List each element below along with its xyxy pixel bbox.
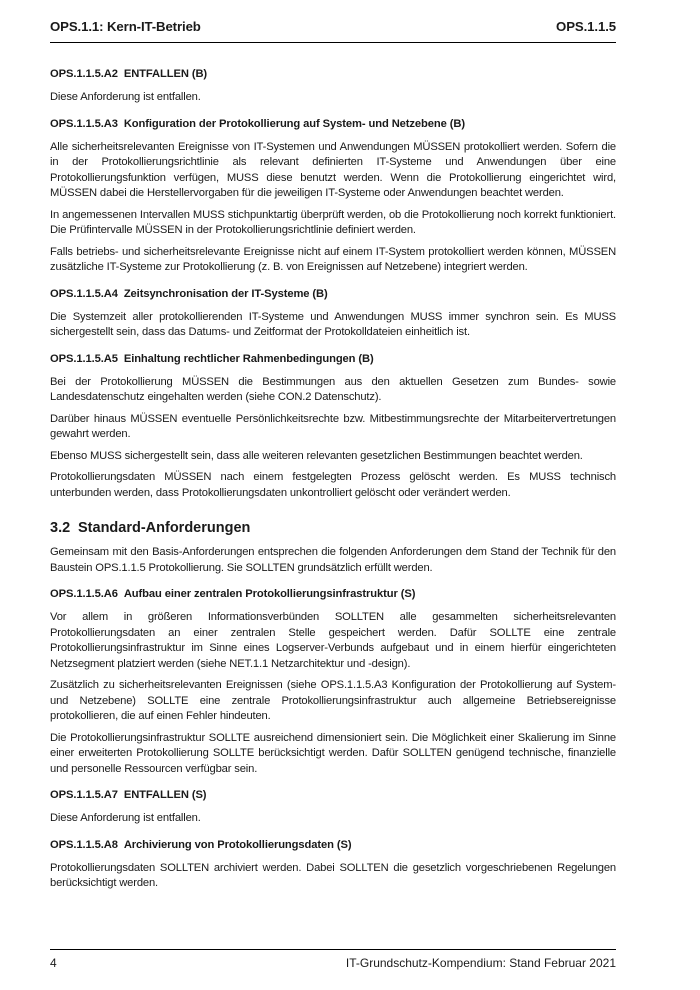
header-chapter-title: OPS.1.1: Kern-IT-Betrieb xyxy=(50,19,201,34)
requirement-heading-a2 xyxy=(50,67,616,82)
paragraph: Die Systemzeit aller protokollierenden IT-Systeme und Anwendungen MUSS immer synchron sein. Es MUSS sichergestellt sein, dass das Datums- und Zeitformat der Protokolldateien einheitlich ist. xyxy=(50,310,616,338)
requirement-code: OPS.1.1.5.A7 xyxy=(50,789,118,801)
paragraph: Zusätzlich zu sicherheitsrelevanten Ereignissen (siehe OPS.1.1.5.A3 Konfiguration der Protokollierung auf System- und Netzebene) SOLLTE eine zentrale Protokollierungsinfrastruktur auch allgemeine Betriebsereignisse protokollieren, die auf einen Fehler hindeuten. xyxy=(50,679,616,722)
requirement-heading-a5 xyxy=(50,352,616,367)
page-number: 4 xyxy=(50,956,57,970)
paragraph: Bei der Protokollierung MÜSSEN die Bestimmungen aus den aktuellen Gesetzen zum Bundes- sowie Landesdatenschutz eingehalten werden (siehe CON.2 Datenschutz). xyxy=(50,375,616,403)
section-intro: Gemeinsam mit den Basis-Anforderungen entsprechen die folgenden Anforderungen dem Stand der Technik für den Baustein OPS.1.1.5 Protokollierung. Sie SOLLTEN grundsätzlich erfüllt werden. xyxy=(50,546,616,574)
paragraph: Die Protokollierungsinfrastruktur SOLLTE ausreichend dimensioniert sein. Die Möglichkeit einer Skalierung im Sinne einer erweiterten Protokollierung SOLLTE berücksichtigt werden. Dafür SOLLTEN genügend technische, finanzielle und personelle Ressourcen verfügbar sein. xyxy=(50,731,616,775)
publication-info: IT-Grundschutz-Kompendium: Stand Februar 2021 xyxy=(345,956,616,970)
requirement-code: OPS.1.1.5.A4 xyxy=(50,287,118,300)
paragraph: Ebenso MUSS sichergestellt sein, dass alle weiteren relevanten gesetzlichen Bestimmungen beachtet werden. xyxy=(50,449,583,462)
footer-divider xyxy=(50,949,616,950)
paragraph: Alle sicherheitsrelevanten Ereignisse von IT-Systemen und Anwendungen MÜSSEN protokolliert werden. Sofern die in der Protokollierungsrichtlinie als relevant definierten IT-Systeme und Anwendungen über eine Protokollierungsfunktion verfügen, MUSS diese benutzt werden. Wenn die Protokollierung eingerichtet wird, MÜSSEN dabei die Herstellervorgaben für die jeweiligen IT-Systeme oder Anwendungen beachtet werden. xyxy=(50,140,616,199)
requirement-heading-a6 xyxy=(50,587,616,602)
requirement-code: OPS.1.1.5.A5 xyxy=(50,352,118,365)
requirement-title: Archivierung von Protokollierungsdaten (S) xyxy=(123,838,352,851)
requirement-title: Einhaltung rechtlicher Rahmenbedingungen (B) xyxy=(123,352,374,365)
requirement-code: OPS.1.1.5.A8 xyxy=(50,838,118,851)
requirement-title: Aufbau einer zentralen Protokollierungsinfrastruktur (S) xyxy=(123,588,416,600)
page-body xyxy=(50,56,616,898)
section-heading-standard xyxy=(50,519,616,537)
requirement-code: OPS.1.1.5.A3 xyxy=(50,117,118,130)
paragraph: In angemessenen Intervallen MUSS stichpunktartig überprüft werden, ob die Protokollierung noch korrekt funktioniert. Die Prüfintervalle MÜSSEN in der Protokollierungsrichtlinie definiert werden. xyxy=(50,208,616,236)
paragraph: Protokollierungsdaten MÜSSEN nach einem festgelegten Prozess gelöscht werden. Es MUSS technisch unterbunden werden, dass Protokollierungsdaten unkontrolliert gelöscht oder verändert werden. xyxy=(50,471,616,499)
paragraph: Falls betriebs- und sicherheitsrelevante Ereignisse nicht auf einem IT-System protokolliert werden können, MÜSSEN zusätzliche IT-Systeme zur Protokollierung (z. B. von Ereignissen auf Netzebene) integriert werden. xyxy=(50,245,616,273)
requirement-title: ENTFALLEN (S) xyxy=(123,789,207,801)
requirement-title: Konfiguration der Protokollierung auf System- und Netzebene (B) xyxy=(123,117,465,130)
requirement-heading-a8 xyxy=(50,838,616,853)
requirement-code: OPS.1.1.5.A2 xyxy=(50,68,118,80)
page-footer xyxy=(50,956,616,970)
requirement-heading-a4 xyxy=(50,287,616,302)
paragraph: Diese Anforderung ist entfallen. xyxy=(50,91,201,103)
header-module-code: OPS.1.1.5 xyxy=(556,19,616,34)
paragraph: Protokollierungsdaten SOLLTEN archiviert werden. Dabei SOLLTEN die gesetzlich vorgeschriebenen Regelungen berücksichtigt werden. xyxy=(50,861,616,889)
requirement-heading-a3 xyxy=(50,117,616,132)
paragraph: Vor allem in größeren Informationsverbünden SOLLTEN alle gesammelten sicherheitsrelevanten Protokollierungsdaten an einer zentralen Stelle gespeichert werden. Dafür SOLLTE eine zentrale Protokollierungsinfrastruktur im Sinne eines Logserver-Verbunds aufgebaut und in einem hierfür eingerichteten Netzsegment platziert werden (siehe NET.1.1 Netzarchitektur und -design). xyxy=(50,611,616,670)
section-title: Standard-Anforderungen xyxy=(78,520,251,536)
paragraph: Diese Anforderung ist entfallen. xyxy=(50,812,201,824)
requirement-code: OPS.1.1.5.A6 xyxy=(50,588,118,600)
requirement-title: Zeitsynchronisation der IT-Systeme (B) xyxy=(123,287,328,300)
header-divider xyxy=(50,42,616,43)
requirement-heading-a7 xyxy=(50,788,616,803)
page-header xyxy=(50,19,616,34)
paragraph: Darüber hinaus MÜSSEN eventuelle Persönlichkeitsrechte bzw. Mitbestimmungsrechte der Mitarbeitervertretungen gewahrt werden. xyxy=(50,412,616,440)
section-number: 3.2 xyxy=(50,520,71,536)
requirement-title: ENTFALLEN (B) xyxy=(123,68,208,80)
